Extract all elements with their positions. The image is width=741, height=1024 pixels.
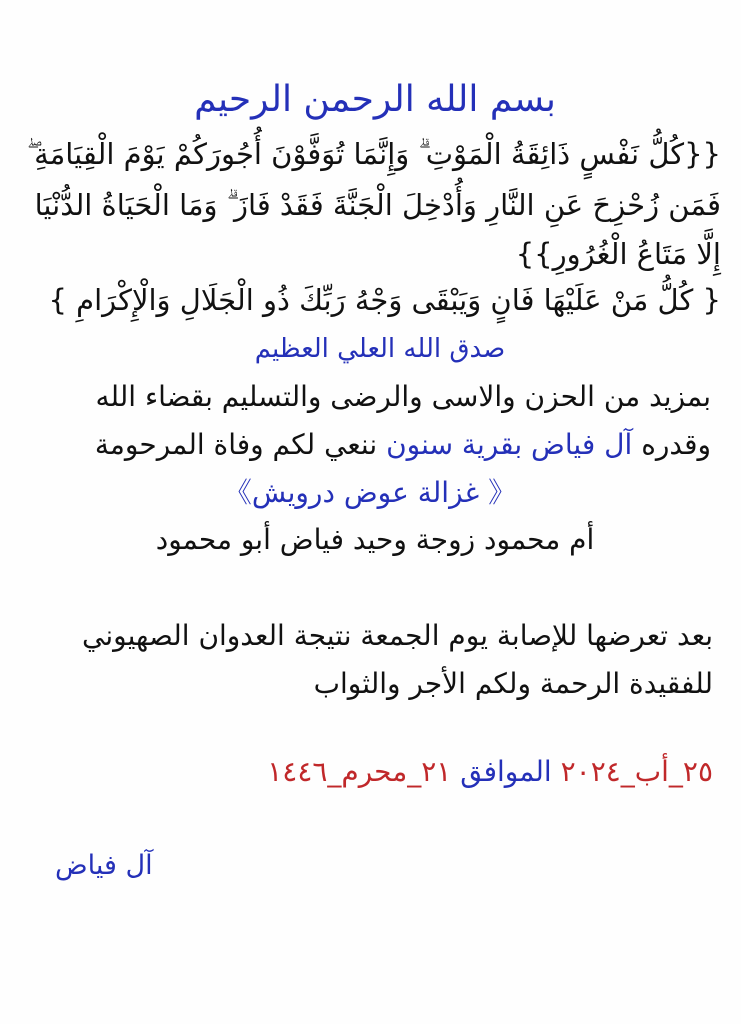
announcement-part2: ننعي لكم وفاة المرحومة bbox=[94, 428, 378, 461]
verse1-line2: فَمَن زُحْزِحَ عَنِ النَّارِ وَأُدْخِلَ الْجَنَّةَ فَقَدْ فَازَ ۗ وَمَا الْحَيَاةُ الدُّنْيَا bbox=[34, 188, 721, 222]
date-hijri: ٢١_محرم_١٤٤٦ bbox=[267, 755, 452, 788]
sadaqa-line: صدق الله العلي العظيم bbox=[254, 334, 506, 364]
verse1-line3: إِلَّا مَتَاعُ الْغُرُورِ}} bbox=[515, 237, 721, 271]
announcement-line bbox=[95, 428, 711, 462]
family-village: آل فياض بقرية سنون bbox=[386, 428, 633, 461]
cause-line2: للفقيدة الرحمة ولكم الأجر والثواب bbox=[313, 667, 713, 700]
date-line bbox=[267, 755, 713, 789]
basmala-heading: بسم الله الرحمن الرحيم bbox=[194, 79, 556, 120]
signature: آل فياض bbox=[55, 850, 153, 881]
relation-line: أم محمود زوجة وحيد فياض أبو محمود bbox=[155, 523, 595, 556]
cause-line1: بعد تعرضها للإصابة يوم الجمعة نتيجة العدوان الصهيوني bbox=[82, 619, 713, 652]
date-connector: الموافق bbox=[460, 755, 552, 788]
verse1-line1: {{كُلُّ نَفْسٍ ذَائِقَةُ الْمَوْتِ ۗ وَإِنَّمَا تُوَفَّوْنَ أُجُورَكُمْ يَوْمَ الْقِيَامَةِ ۖ bbox=[26, 137, 721, 171]
verse2-line: { كُلُّ مَنْ عَلَيْهَا فَانٍ وَيَبْقَى وَجْهُ رَبِّكَ ذُو الْجَلَالِ وَالْإِكْرَامِ } bbox=[48, 283, 721, 317]
date-gregorian: ٢٥_أب_٢٠٢٤ bbox=[560, 755, 713, 788]
announcement-part1: وقدره bbox=[641, 428, 711, 461]
intro-line: بمزيد من الحزن والاسى والرضى والتسليم بقضاء الله bbox=[95, 380, 711, 413]
deceased-name: 《 غزالة عوض درويش》 bbox=[223, 476, 517, 509]
